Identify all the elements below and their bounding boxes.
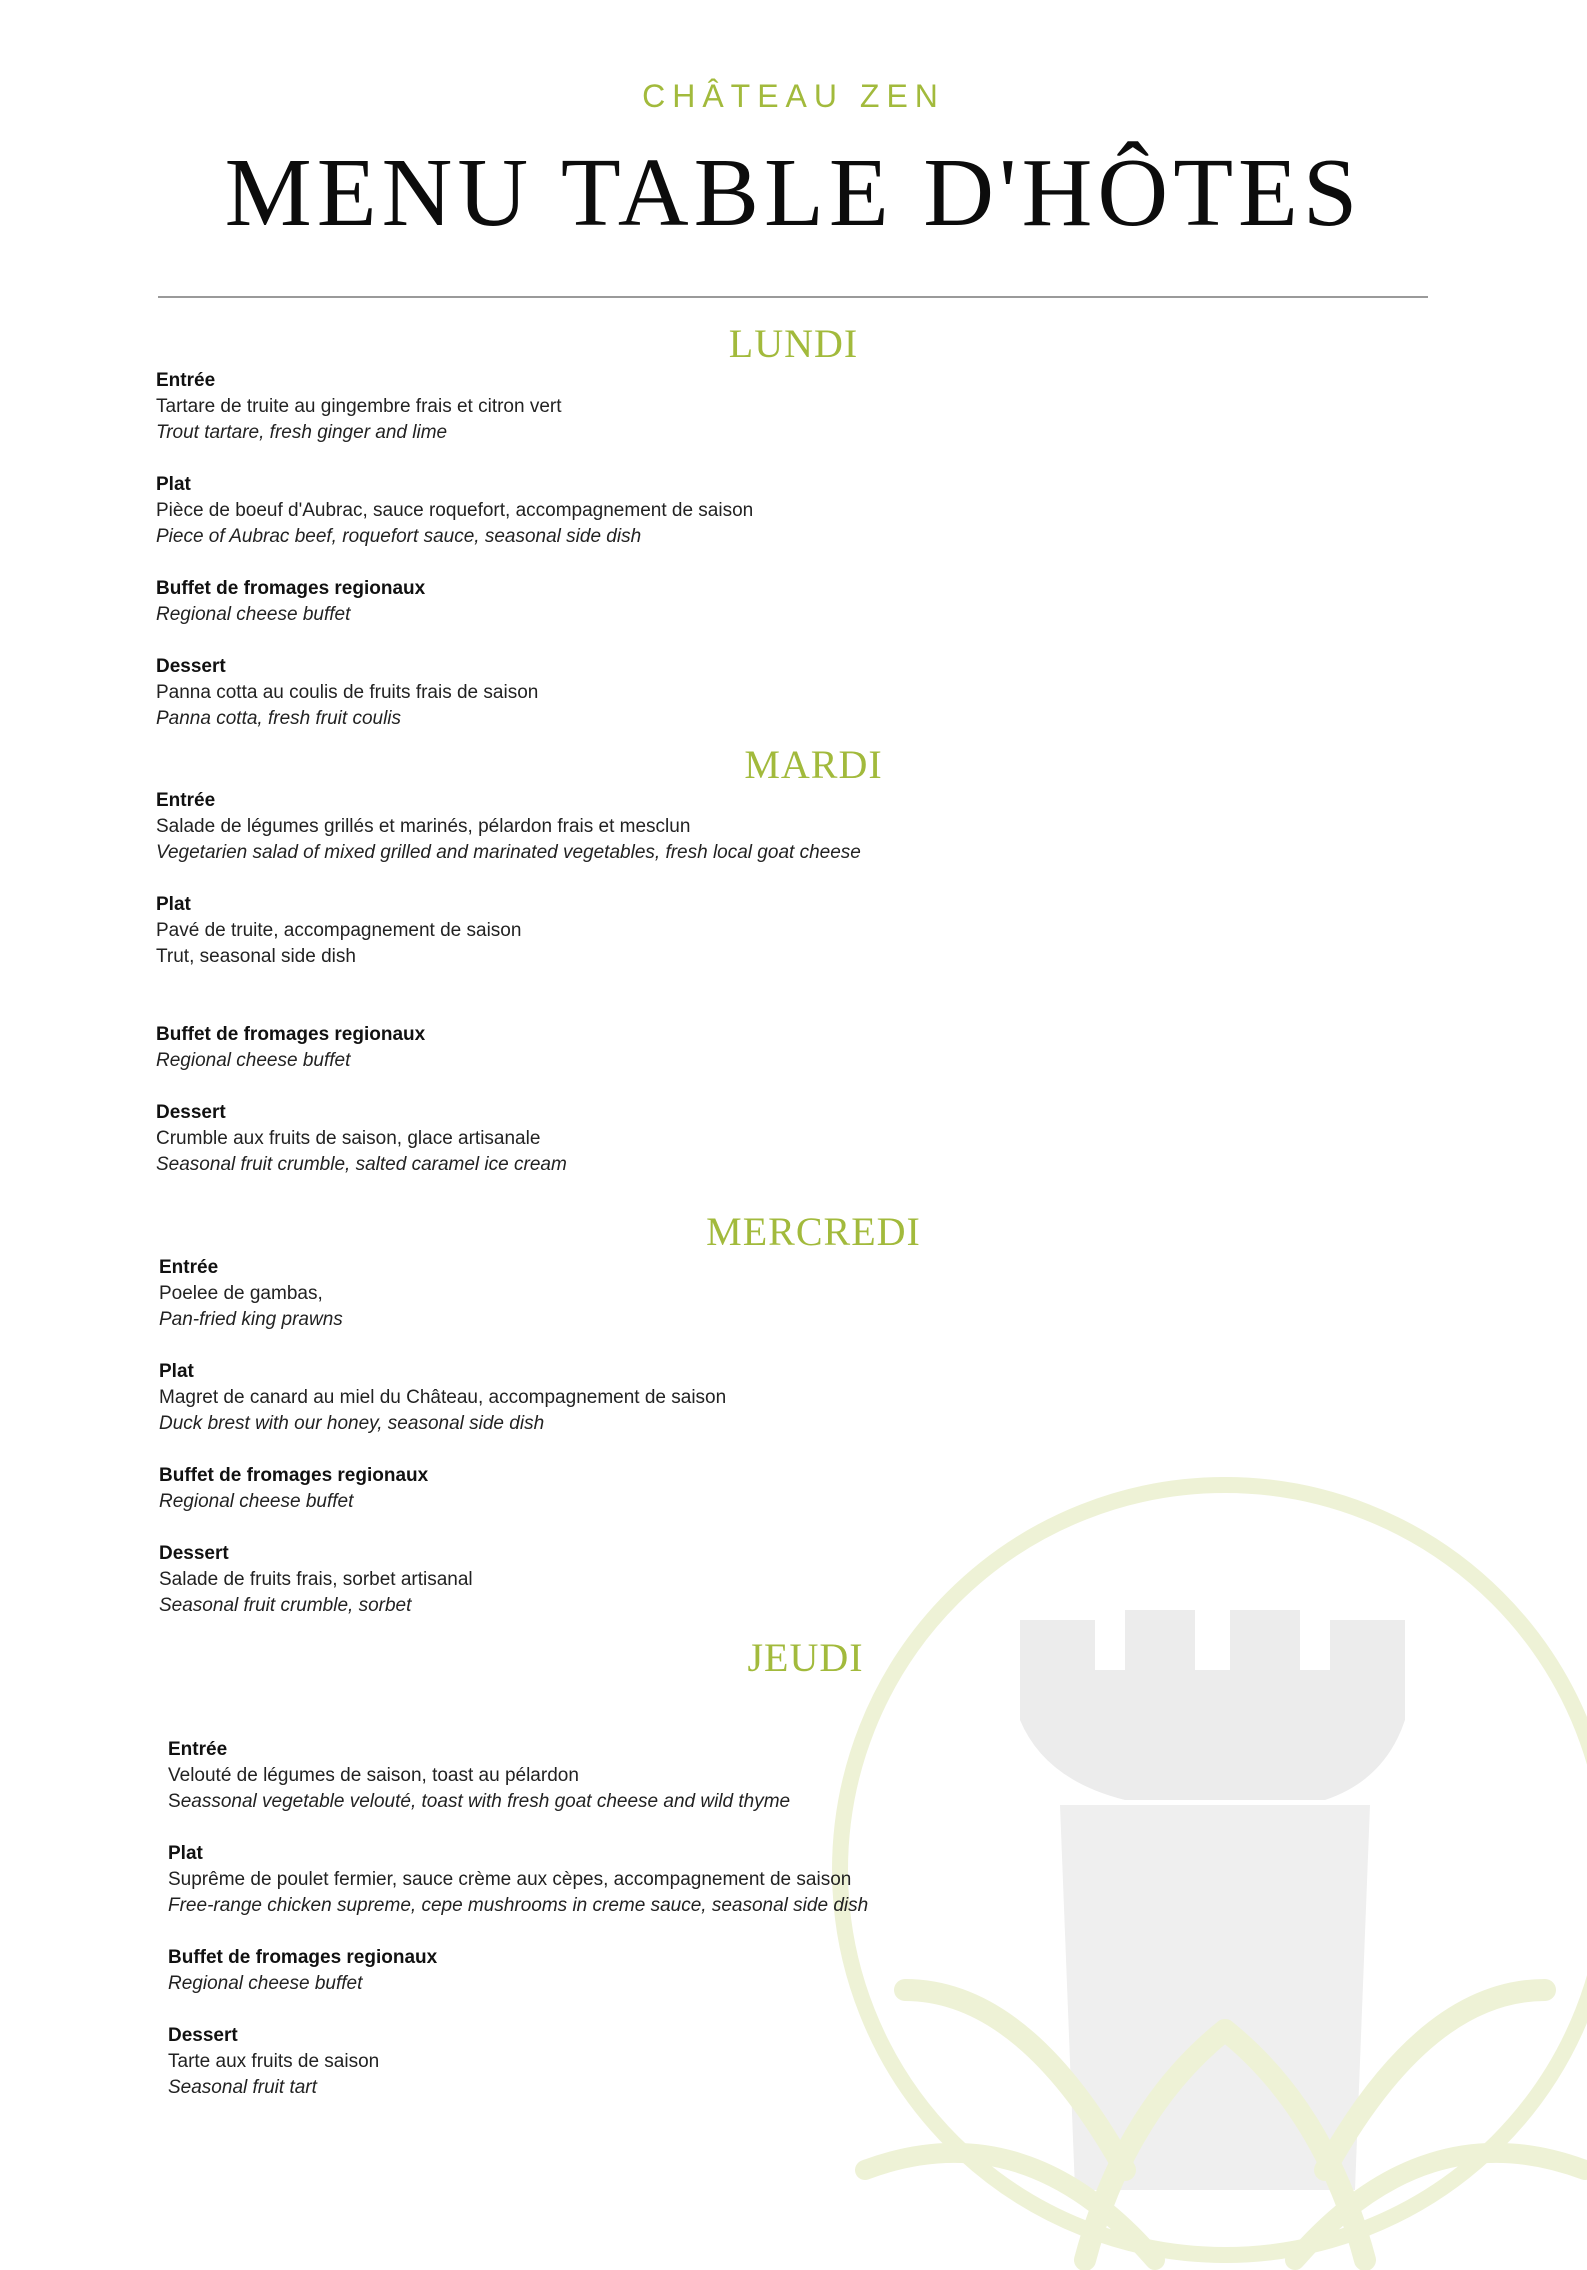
course-name: Plat bbox=[156, 474, 191, 495]
course-name: Entrée bbox=[156, 790, 216, 811]
course-dessert bbox=[159, 1541, 473, 1619]
dish-french: Poelee de gambas, bbox=[159, 1283, 323, 1304]
dish-french: Salade de fruits frais, sorbet artisanal bbox=[159, 1569, 473, 1590]
dish-french: Pièce de boeuf d'Aubrac, sauce roquefort, accompagnement de saison bbox=[156, 500, 754, 521]
course-cheese bbox=[159, 1463, 428, 1515]
course-plat bbox=[156, 472, 753, 550]
header-divider bbox=[158, 296, 1428, 298]
page-title: MENU TABLE D'HÔTES bbox=[224, 139, 1363, 247]
day-title: JEUDI bbox=[747, 1635, 864, 1680]
course-dessert bbox=[156, 654, 538, 732]
dish-french: Magret de canard au miel du Château, accompagnement de saison bbox=[159, 1387, 727, 1408]
dish-french: Crumble aux fruits de saison, glace artisanale bbox=[156, 1128, 541, 1149]
dish-english: Seasonal fruit crumble, salted caramel ice cream bbox=[156, 1154, 567, 1175]
dish-english: Piece of Aubrac beef, roquefort sauce, seasonal side dish bbox=[156, 526, 642, 547]
course-name: Dessert bbox=[156, 1102, 226, 1123]
dish-english: Duck brest with our honey, seasonal side dish bbox=[159, 1413, 545, 1434]
dish-english: Free-range chicken supreme, cepe mushrooms in creme sauce, seasonal side dish bbox=[168, 1895, 869, 1916]
course-name: Buffet de fromages regionaux bbox=[159, 1465, 429, 1486]
dish-english: Seasonal fruit crumble, sorbet bbox=[159, 1595, 412, 1616]
brand-name: CHÂTEAU ZEN bbox=[642, 78, 945, 114]
course-plat bbox=[159, 1359, 726, 1437]
course-name: Buffet de fromages regionaux bbox=[156, 1024, 426, 1045]
dish-english: Vegetarien salad of mixed grilled and marinated vegetables, fresh local goat cheese bbox=[156, 842, 861, 863]
dish-french: Panna cotta au coulis de fruits frais de saison bbox=[156, 682, 539, 703]
dish-french: Salade de légumes grillés et marinés, pélardon frais et mesclun bbox=[156, 816, 691, 837]
course-cheese bbox=[156, 1022, 425, 1074]
dish-english bbox=[168, 1789, 790, 1815]
chateau-logo-watermark-icon bbox=[825, 1470, 1587, 2270]
course-entree bbox=[156, 368, 562, 446]
course-cheese bbox=[168, 1945, 437, 1997]
course-name: Buffet de fromages regionaux bbox=[168, 1947, 438, 1968]
course-dessert bbox=[168, 2023, 379, 2101]
dish-french: Velouté de légumes de saison, toast au pélardon bbox=[168, 1765, 579, 1786]
dish-english: Regional cheese buffet bbox=[156, 1050, 351, 1071]
dish-english: Regional cheese buffet bbox=[168, 1973, 363, 1994]
dish-french: Tarte aux fruits de saison bbox=[168, 2051, 380, 2072]
dish-english-initial: S bbox=[168, 1791, 181, 1812]
dish-english: Pan-fried king prawns bbox=[159, 1309, 343, 1330]
dish-english-rest: eassonal vegetable velouté, toast with fresh goat cheese and wild thyme bbox=[180, 1791, 791, 1812]
dish-english: Trut, seasonal side dish bbox=[156, 946, 356, 967]
course-name: Entrée bbox=[156, 370, 216, 391]
dish-english: Seasonal fruit tart bbox=[168, 2077, 317, 2098]
dish-french: Suprême de poulet fermier, sauce crème aux cèpes, accompagnement de saison bbox=[168, 1869, 852, 1890]
dish-english: Regional cheese buffet bbox=[156, 604, 351, 625]
course-entree bbox=[168, 1737, 790, 1815]
course-name: Entrée bbox=[159, 1257, 219, 1278]
dish-french: Tartare de truite au gingembre frais et citron vert bbox=[156, 396, 562, 417]
course-entree bbox=[159, 1255, 343, 1333]
course-name: Plat bbox=[159, 1361, 194, 1382]
course-dessert bbox=[156, 1100, 567, 1178]
day-title: MARDI bbox=[744, 742, 883, 787]
course-plat bbox=[168, 1841, 868, 1919]
course-name: Buffet de fromages regionaux bbox=[156, 578, 426, 599]
course-plat bbox=[156, 892, 521, 970]
course-name: Dessert bbox=[168, 2025, 238, 2046]
dish-english: Regional cheese buffet bbox=[159, 1491, 354, 1512]
course-name: Entrée bbox=[168, 1739, 228, 1760]
course-name: Plat bbox=[156, 894, 191, 915]
dish-french: Pavé de truite, accompagnement de saison bbox=[156, 920, 522, 941]
dish-english: Panna cotta, fresh fruit coulis bbox=[156, 708, 402, 729]
course-name: Dessert bbox=[156, 656, 226, 677]
course-name: Plat bbox=[168, 1843, 203, 1864]
day-title: LUNDI bbox=[728, 321, 859, 366]
day-title: MERCREDI bbox=[706, 1209, 921, 1254]
dish-english: Trout tartare, fresh ginger and lime bbox=[156, 422, 448, 443]
course-entree bbox=[156, 788, 861, 866]
course-name: Dessert bbox=[159, 1543, 229, 1564]
course-cheese bbox=[156, 576, 425, 628]
